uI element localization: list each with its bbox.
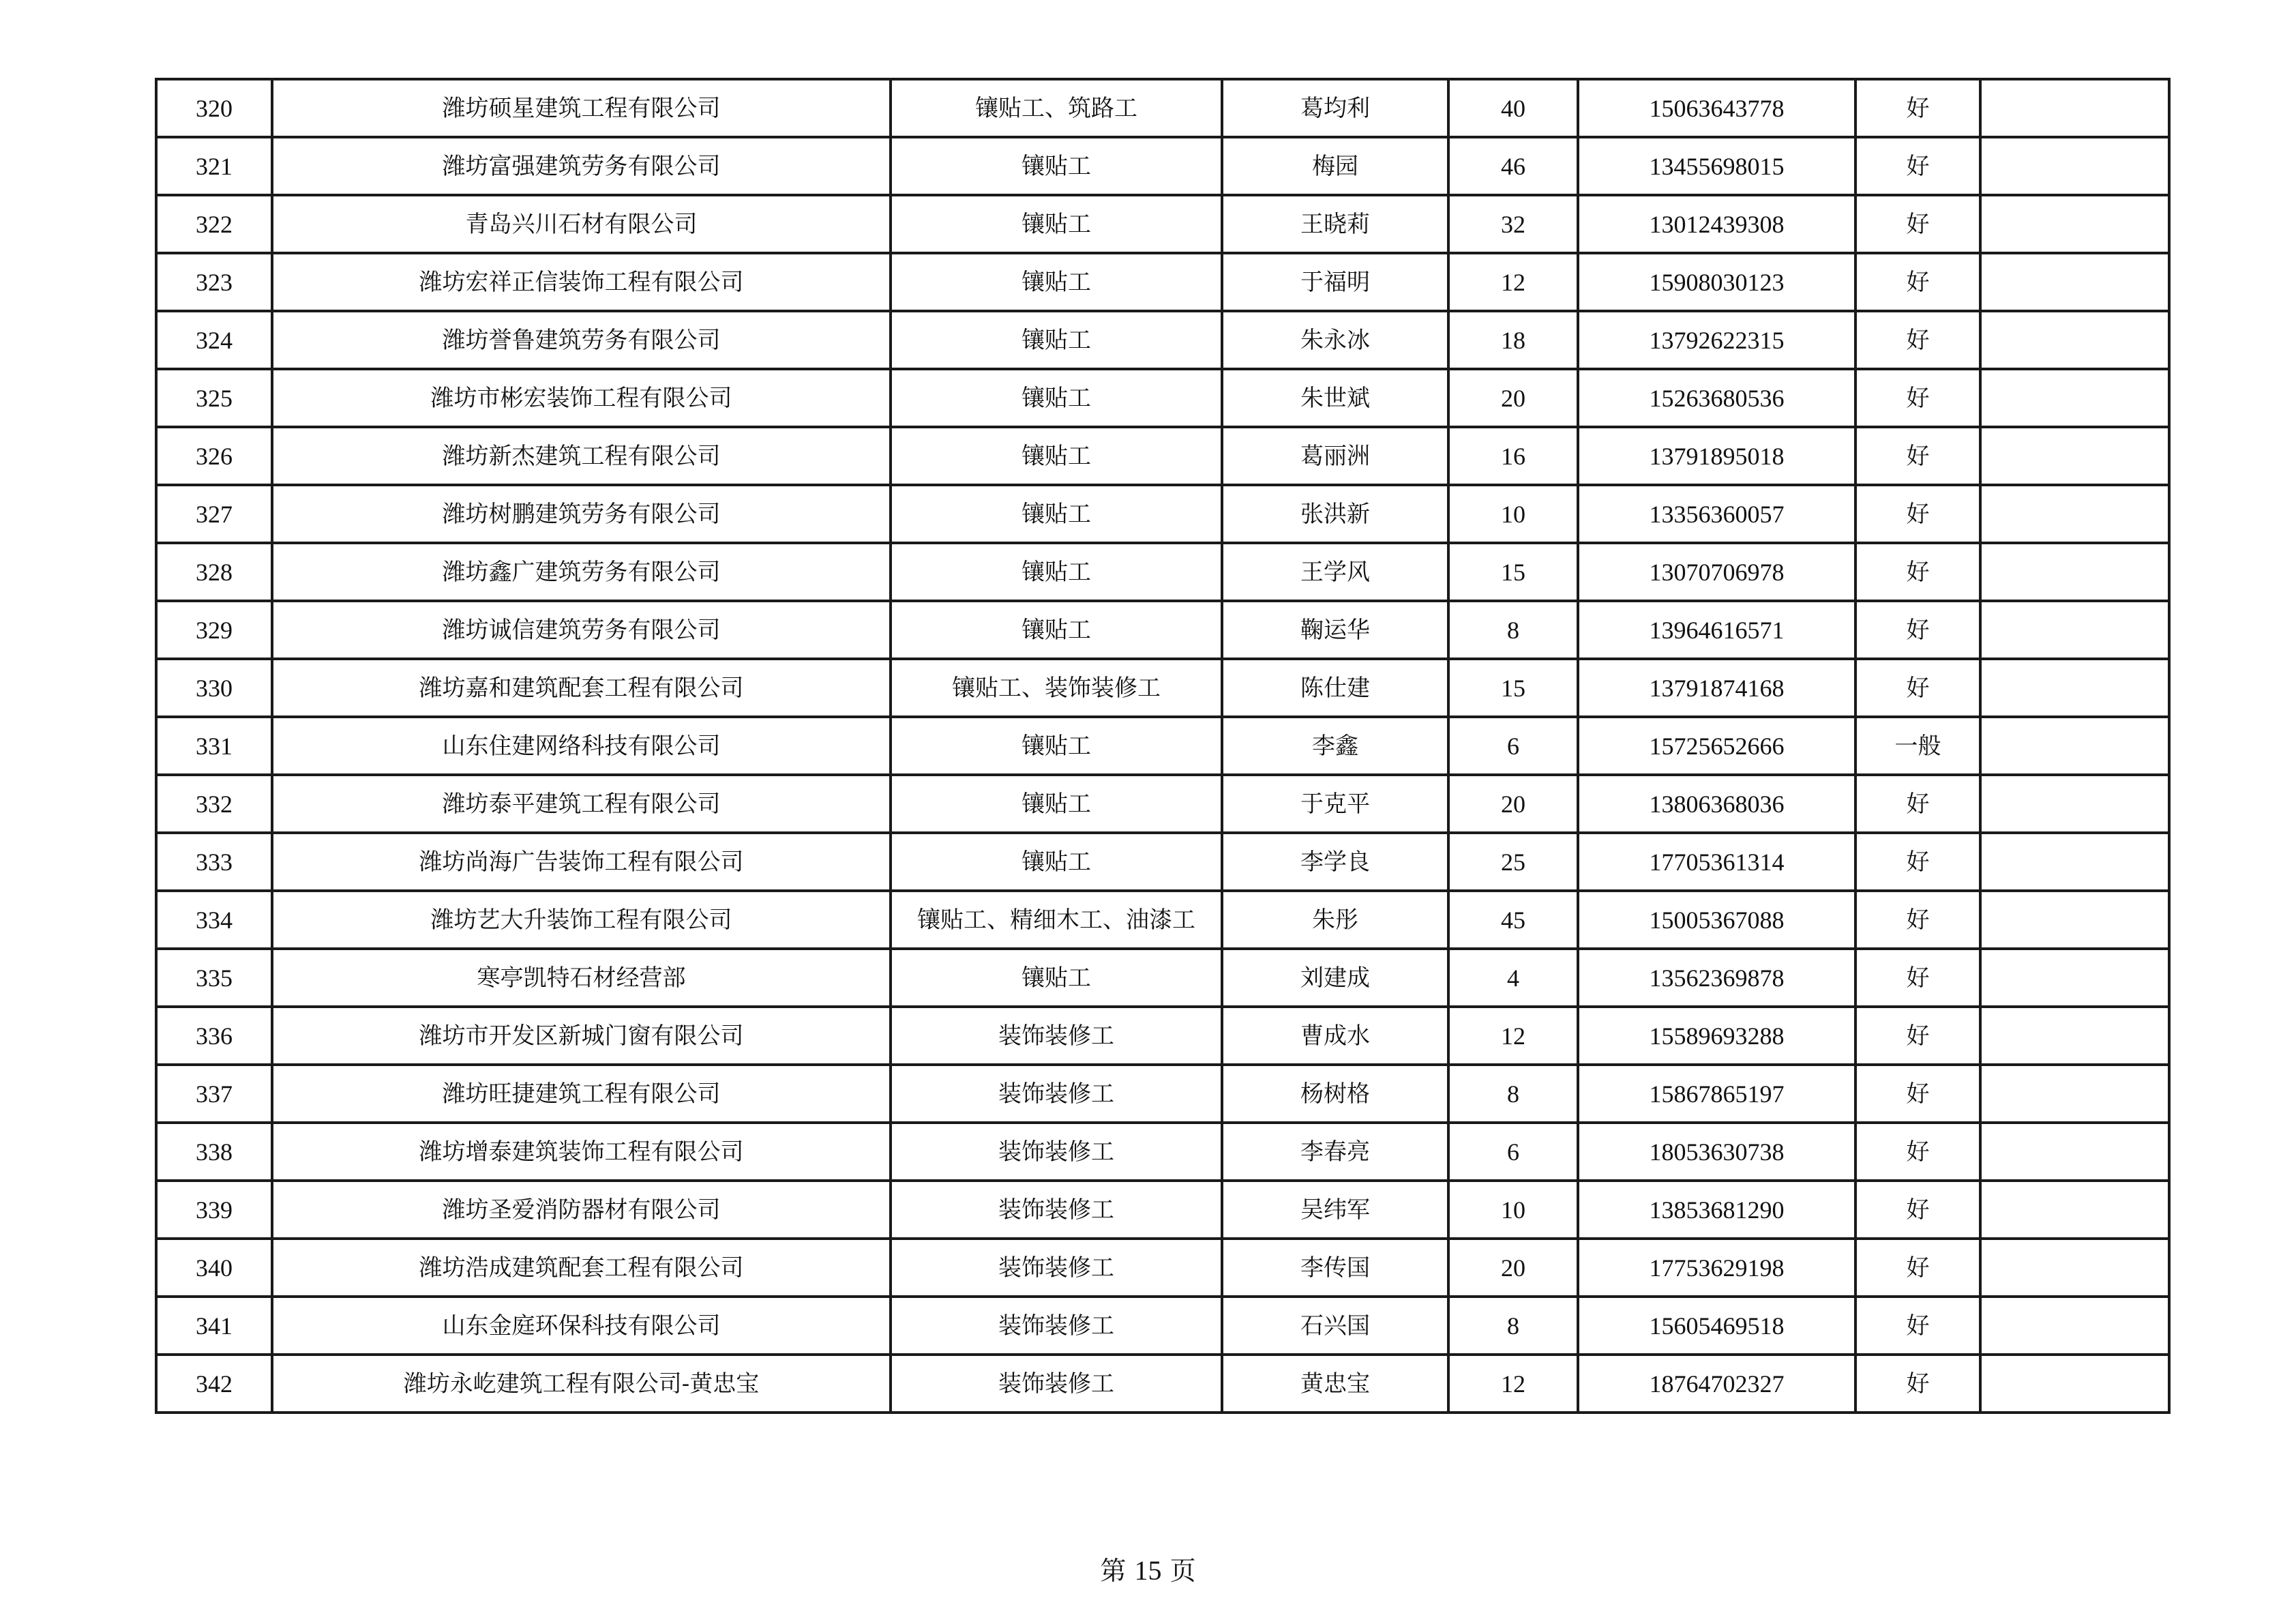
cell-company: 潍坊树鹏建筑劳务有限公司 (272, 485, 891, 543)
cell-rating: 好 (1855, 1181, 1980, 1239)
table-body (156, 79, 2169, 1413)
table-row (156, 1065, 2169, 1123)
cell-contact: 梅园 (1222, 137, 1448, 195)
table-row (156, 775, 2169, 833)
cell-count: 45 (1448, 891, 1578, 949)
cell-contact: 于克平 (1222, 775, 1448, 833)
cell-index: 320 (156, 79, 272, 137)
footer-prefix: 第 (1100, 1556, 1127, 1586)
cell-phone: 15063643778 (1578, 79, 1855, 137)
cell-rating: 好 (1855, 1123, 1980, 1181)
cell-trade: 镶贴工 (891, 717, 1222, 775)
cell-count: 20 (1448, 369, 1578, 427)
cell-phone: 13792622315 (1578, 311, 1855, 369)
table-row (156, 253, 2169, 311)
cell-rating: 好 (1855, 601, 1980, 659)
cell-remark (1980, 1355, 2169, 1413)
cell-rating: 好 (1855, 775, 1980, 833)
cell-phone: 15908030123 (1578, 253, 1855, 311)
cell-contact: 王晓莉 (1222, 195, 1448, 253)
cell-company: 潍坊尚海广告装饰工程有限公司 (272, 833, 891, 891)
table-row (156, 1007, 2169, 1065)
cell-trade: 镶贴工 (891, 949, 1222, 1007)
cell-contact: 石兴国 (1222, 1297, 1448, 1355)
cell-phone: 18764702327 (1578, 1355, 1855, 1413)
cell-remark (1980, 717, 2169, 775)
cell-company: 山东金庭环保科技有限公司 (272, 1297, 891, 1355)
cell-remark (1980, 137, 2169, 195)
cell-trade: 装饰装修工 (891, 1239, 1222, 1297)
cell-index: 322 (156, 195, 272, 253)
cell-index: 340 (156, 1239, 272, 1297)
cell-count: 20 (1448, 775, 1578, 833)
cell-trade: 镶贴工 (891, 543, 1222, 601)
table-row (156, 427, 2169, 485)
cell-remark (1980, 195, 2169, 253)
cell-count: 6 (1448, 1123, 1578, 1181)
cell-phone: 15589693288 (1578, 1007, 1855, 1065)
cell-remark (1980, 1297, 2169, 1355)
cell-contact: 葛丽洲 (1222, 427, 1448, 485)
cell-trade: 装饰装修工 (891, 1065, 1222, 1123)
cell-remark (1980, 775, 2169, 833)
cell-trade: 装饰装修工 (891, 1123, 1222, 1181)
cell-company: 潍坊嘉和建筑配套工程有限公司 (272, 659, 891, 717)
cell-count: 25 (1448, 833, 1578, 891)
cell-count: 18 (1448, 311, 1578, 369)
cell-index: 332 (156, 775, 272, 833)
cell-index: 333 (156, 833, 272, 891)
footer-suffix: 页 (1169, 1556, 1196, 1586)
cell-contact: 于福明 (1222, 253, 1448, 311)
cell-company: 潍坊市开发区新城门窗有限公司 (272, 1007, 891, 1065)
cell-rating: 好 (1855, 949, 1980, 1007)
cell-index: 342 (156, 1355, 272, 1413)
cell-remark (1980, 1007, 2169, 1065)
cell-company: 潍坊新杰建筑工程有限公司 (272, 427, 891, 485)
cell-count: 32 (1448, 195, 1578, 253)
cell-phone: 13012439308 (1578, 195, 1855, 253)
cell-count: 12 (1448, 1007, 1578, 1065)
cell-company: 山东住建网络科技有限公司 (272, 717, 891, 775)
cell-trade: 镶贴工 (891, 137, 1222, 195)
cell-index: 339 (156, 1181, 272, 1239)
cell-count: 6 (1448, 717, 1578, 775)
cell-phone: 13806368036 (1578, 775, 1855, 833)
cell-contact: 李传国 (1222, 1239, 1448, 1297)
company-table (155, 78, 2171, 1414)
page-number: 15 (1134, 1555, 1162, 1586)
table-row (156, 543, 2169, 601)
table-row (156, 137, 2169, 195)
cell-phone: 17753629198 (1578, 1239, 1855, 1297)
table-row (156, 369, 2169, 427)
cell-rating: 好 (1855, 137, 1980, 195)
cell-company: 青岛兴川石材有限公司 (272, 195, 891, 253)
cell-remark (1980, 311, 2169, 369)
cell-trade: 装饰装修工 (891, 1355, 1222, 1413)
cell-phone: 15725652666 (1578, 717, 1855, 775)
cell-company: 潍坊增泰建筑装饰工程有限公司 (272, 1123, 891, 1181)
table-row (156, 1181, 2169, 1239)
cell-contact: 李学良 (1222, 833, 1448, 891)
cell-count: 10 (1448, 1181, 1578, 1239)
cell-index: 337 (156, 1065, 272, 1123)
cell-index: 323 (156, 253, 272, 311)
cell-remark (1980, 79, 2169, 137)
cell-remark (1980, 949, 2169, 1007)
cell-contact: 刘建成 (1222, 949, 1448, 1007)
table-row (156, 1123, 2169, 1181)
cell-rating: 好 (1855, 195, 1980, 253)
cell-contact: 朱世斌 (1222, 369, 1448, 427)
cell-index: 338 (156, 1123, 272, 1181)
cell-phone: 13562369878 (1578, 949, 1855, 1007)
table-row (156, 601, 2169, 659)
cell-trade: 装饰装修工 (891, 1007, 1222, 1065)
table-row (156, 79, 2169, 137)
cell-phone: 13356360057 (1578, 485, 1855, 543)
cell-contact: 鞠运华 (1222, 601, 1448, 659)
cell-contact: 朱彤 (1222, 891, 1448, 949)
cell-company: 潍坊圣爱消防器材有限公司 (272, 1181, 891, 1239)
cell-remark (1980, 485, 2169, 543)
table-row (156, 891, 2169, 949)
cell-remark (1980, 427, 2169, 485)
cell-company: 潍坊永屹建筑工程有限公司-黄忠宝 (272, 1355, 891, 1413)
cell-count: 8 (1448, 1297, 1578, 1355)
cell-remark (1980, 369, 2169, 427)
cell-count: 15 (1448, 659, 1578, 717)
table-row (156, 659, 2169, 717)
cell-remark (1980, 1123, 2169, 1181)
cell-company: 潍坊誉鲁建筑劳务有限公司 (272, 311, 891, 369)
cell-remark (1980, 601, 2169, 659)
cell-trade: 镶贴工、装饰装修工 (891, 659, 1222, 717)
cell-trade: 镶贴工、筑路工 (891, 79, 1222, 137)
cell-index: 327 (156, 485, 272, 543)
cell-rating: 好 (1855, 833, 1980, 891)
cell-contact: 张洪新 (1222, 485, 1448, 543)
cell-remark (1980, 891, 2169, 949)
cell-index: 335 (156, 949, 272, 1007)
cell-contact: 陈仕建 (1222, 659, 1448, 717)
cell-company: 潍坊泰平建筑工程有限公司 (272, 775, 891, 833)
cell-count: 12 (1448, 253, 1578, 311)
cell-rating: 好 (1855, 1239, 1980, 1297)
cell-rating: 好 (1855, 1065, 1980, 1123)
cell-remark (1980, 1239, 2169, 1297)
cell-count: 8 (1448, 1065, 1578, 1123)
cell-rating: 一般 (1855, 717, 1980, 775)
cell-trade: 镶贴工 (891, 775, 1222, 833)
cell-index: 336 (156, 1007, 272, 1065)
cell-index: 329 (156, 601, 272, 659)
cell-phone: 15605469518 (1578, 1297, 1855, 1355)
table-row (156, 195, 2169, 253)
table-row (156, 1355, 2169, 1413)
cell-contact: 黄忠宝 (1222, 1355, 1448, 1413)
cell-phone: 18053630738 (1578, 1123, 1855, 1181)
cell-count: 16 (1448, 427, 1578, 485)
cell-index: 324 (156, 311, 272, 369)
cell-rating: 好 (1855, 485, 1980, 543)
cell-phone: 15263680536 (1578, 369, 1855, 427)
cell-contact: 王学风 (1222, 543, 1448, 601)
cell-contact: 李鑫 (1222, 717, 1448, 775)
cell-index: 334 (156, 891, 272, 949)
cell-remark (1980, 1065, 2169, 1123)
cell-phone: 15867865197 (1578, 1065, 1855, 1123)
cell-count: 15 (1448, 543, 1578, 601)
cell-trade: 镶贴工 (891, 195, 1222, 253)
table-row (156, 949, 2169, 1007)
cell-count: 8 (1448, 601, 1578, 659)
cell-phone: 13791895018 (1578, 427, 1855, 485)
cell-company: 潍坊宏祥正信装饰工程有限公司 (272, 253, 891, 311)
cell-phone: 13455698015 (1578, 137, 1855, 195)
cell-trade: 装饰装修工 (891, 1181, 1222, 1239)
cell-rating: 好 (1855, 891, 1980, 949)
cell-remark (1980, 253, 2169, 311)
cell-phone: 13070706978 (1578, 543, 1855, 601)
cell-rating: 好 (1855, 79, 1980, 137)
cell-rating: 好 (1855, 311, 1980, 369)
cell-trade: 镶贴工 (891, 311, 1222, 369)
cell-rating: 好 (1855, 659, 1980, 717)
cell-phone: 13853681290 (1578, 1181, 1855, 1239)
cell-phone: 17705361314 (1578, 833, 1855, 891)
cell-rating: 好 (1855, 1007, 1980, 1065)
cell-count: 12 (1448, 1355, 1578, 1413)
cell-trade: 装饰装修工 (891, 1297, 1222, 1355)
cell-phone: 15005367088 (1578, 891, 1855, 949)
cell-remark (1980, 833, 2169, 891)
cell-rating: 好 (1855, 253, 1980, 311)
cell-trade: 镶贴工、精细木工、油漆工 (891, 891, 1222, 949)
cell-company: 潍坊浩成建筑配套工程有限公司 (272, 1239, 891, 1297)
table-row (156, 311, 2169, 369)
cell-count: 46 (1448, 137, 1578, 195)
cell-rating: 好 (1855, 543, 1980, 601)
cell-contact: 葛均利 (1222, 79, 1448, 137)
cell-trade: 镶贴工 (891, 369, 1222, 427)
cell-trade: 镶贴工 (891, 253, 1222, 311)
cell-index: 331 (156, 717, 272, 775)
cell-contact: 杨树格 (1222, 1065, 1448, 1123)
cell-phone: 13964616571 (1578, 601, 1855, 659)
cell-trade: 镶贴工 (891, 485, 1222, 543)
cell-rating: 好 (1855, 369, 1980, 427)
cell-contact: 吴纬军 (1222, 1181, 1448, 1239)
cell-index: 325 (156, 369, 272, 427)
cell-company: 潍坊富强建筑劳务有限公司 (272, 137, 891, 195)
cell-company: 潍坊诚信建筑劳务有限公司 (272, 601, 891, 659)
cell-remark (1980, 1181, 2169, 1239)
cell-contact: 朱永冰 (1222, 311, 1448, 369)
cell-count: 20 (1448, 1239, 1578, 1297)
cell-count: 4 (1448, 949, 1578, 1007)
table-row (156, 485, 2169, 543)
cell-company: 潍坊鑫广建筑劳务有限公司 (272, 543, 891, 601)
cell-rating: 好 (1855, 1355, 1980, 1413)
cell-company: 潍坊旺捷建筑工程有限公司 (272, 1065, 891, 1123)
cell-count: 10 (1448, 485, 1578, 543)
table-row (156, 1239, 2169, 1297)
cell-rating: 好 (1855, 427, 1980, 485)
cell-company: 潍坊市彬宏装饰工程有限公司 (272, 369, 891, 427)
table-row (156, 1297, 2169, 1355)
cell-index: 328 (156, 543, 272, 601)
cell-trade: 镶贴工 (891, 427, 1222, 485)
cell-index: 330 (156, 659, 272, 717)
cell-phone: 13791874168 (1578, 659, 1855, 717)
page-footer (0, 1550, 2296, 1587)
cell-index: 326 (156, 427, 272, 485)
cell-company: 寒亭凯特石材经营部 (272, 949, 891, 1007)
cell-contact: 李春亮 (1222, 1123, 1448, 1181)
cell-index: 341 (156, 1297, 272, 1355)
table-row (156, 717, 2169, 775)
cell-rating: 好 (1855, 1297, 1980, 1355)
cell-contact: 曹成水 (1222, 1007, 1448, 1065)
cell-trade: 镶贴工 (891, 833, 1222, 891)
cell-index: 321 (156, 137, 272, 195)
cell-remark (1980, 659, 2169, 717)
cell-company: 潍坊硕星建筑工程有限公司 (272, 79, 891, 137)
cell-trade: 镶贴工 (891, 601, 1222, 659)
table-row (156, 833, 2169, 891)
cell-count: 40 (1448, 79, 1578, 137)
cell-remark (1980, 543, 2169, 601)
cell-company: 潍坊艺大升装饰工程有限公司 (272, 891, 891, 949)
